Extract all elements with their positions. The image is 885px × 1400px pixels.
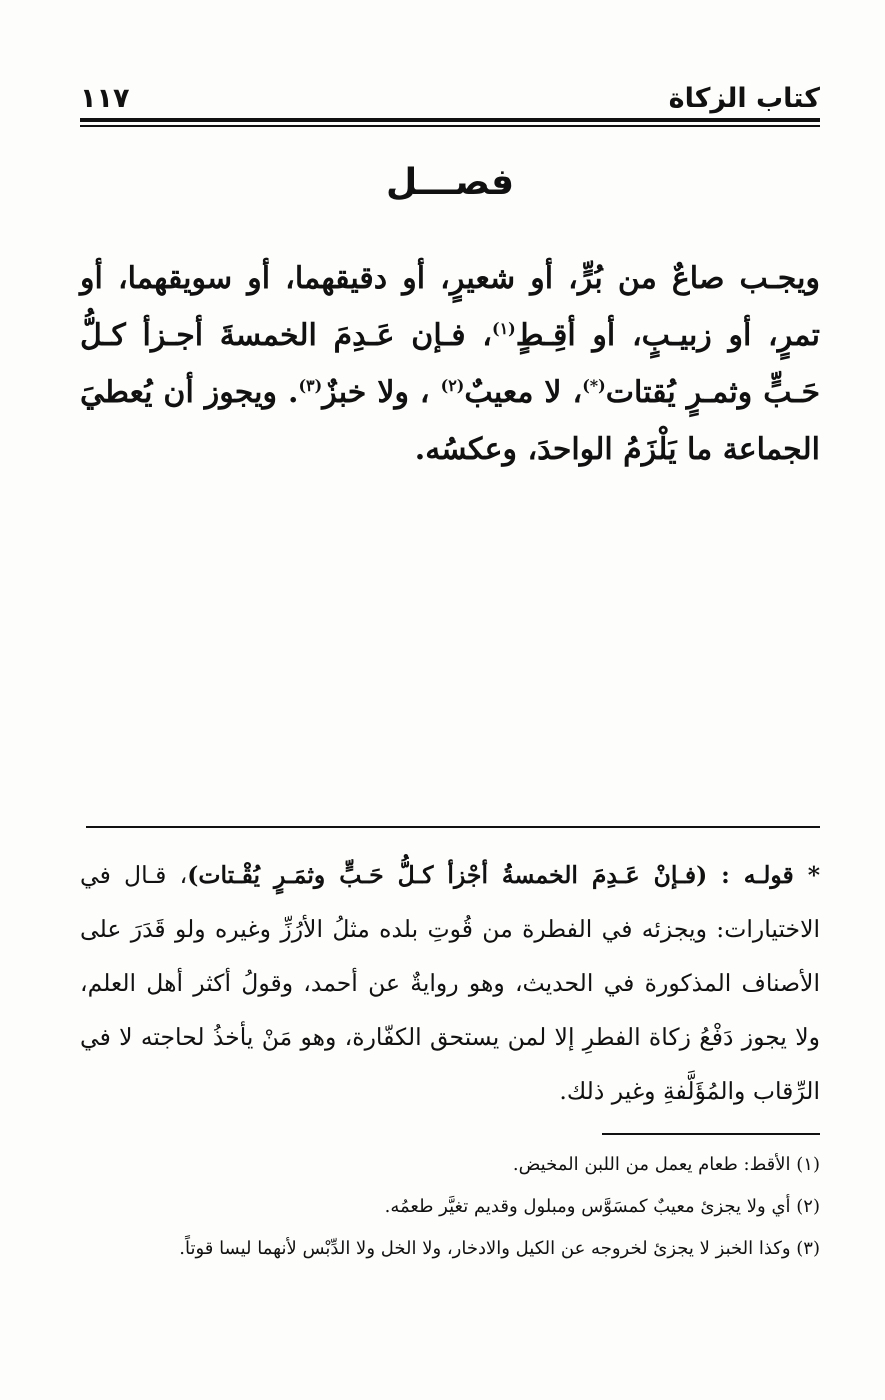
header-rule-thick [80, 118, 820, 122]
footnote-separator [602, 1133, 820, 1135]
commentary-body: ، قـال في الاختيارات: ويجزئه في الفطرة من قُوتِ بلده مثلُ الأرُزِّ وغيره ولو قَدَرَ على الأصناف المذكورة في الحديث، وهو روايةٌ عن أحمد، وقولُ أكثر أهل العلم، ولا يجوز دَفْعُ زكاة الفطرِ إلا لمن يستحق الكفّارة، وهو مَنْ يأخذُ لحاجته لا في الرِّقاب والمُؤَلَّفةِ وغير ذلك. [80, 861, 820, 1105]
footnote-3: (٣) وكذا الخبز لا يجزئ لخروجه عن الكيل والادخار، ولا الخل ولا الدِّبْس لأنهما ليسا قوتاً. [179, 1238, 820, 1259]
footnotes [80, 1144, 820, 1270]
main-text-part3: ، لا معيبٌ [464, 375, 583, 410]
commentary-separator [86, 826, 820, 828]
section-title: فصـــل [385, 162, 515, 203]
commentary-ref-star: (*) [582, 376, 606, 395]
page-number: ١١٧ [80, 82, 130, 114]
footnote-1: (١) الأقط: طعام يعمل من اللبن المخيض. [512, 1154, 820, 1175]
book-title: كتاب الزكاة [668, 82, 820, 114]
commentary-quote: * قولـه : (فـإنْ عَـدِمَ الخمسةُ أجْزأ كـلُّ حَـبٍّ وثمَـرٍ يُقْـتات) [187, 861, 820, 889]
footnote-ref-2: (٢) [440, 376, 465, 395]
footnote-ref-1: (١) [492, 319, 516, 338]
header-rule-thin [80, 125, 820, 127]
main-text-part5: . ويجوز أن يُعطيَ الجماعة ما يَلْزَمُ الواحدَ، وعكسُه. [80, 375, 820, 467]
main-text-part4: ، ولا خبزٌ [322, 375, 441, 410]
running-header [80, 78, 820, 118]
footnote-2: (٢) أي ولا يجزئ معيبٌ كمسَوَّس ومبلول وقديم تغيَّر طعمُه. [384, 1196, 820, 1217]
main-text-part2: ، فـإن عَـدِمَ الخمسةَ أجـزأ كـلُّ حَـبٍّ وثمـرٍ يُقتات [80, 318, 821, 410]
main-text [80, 250, 820, 478]
main-text-part1: ويجـب صاعٌ من بُرٍّ، أو شعيرٍ، أو دقيقهما، أو سويقهما، أو تمرٍ، أو زبيـبٍ، أو أقِـطٍ [80, 261, 820, 353]
footnote-ref-3: (٣) [298, 376, 323, 395]
commentary [80, 848, 820, 1118]
